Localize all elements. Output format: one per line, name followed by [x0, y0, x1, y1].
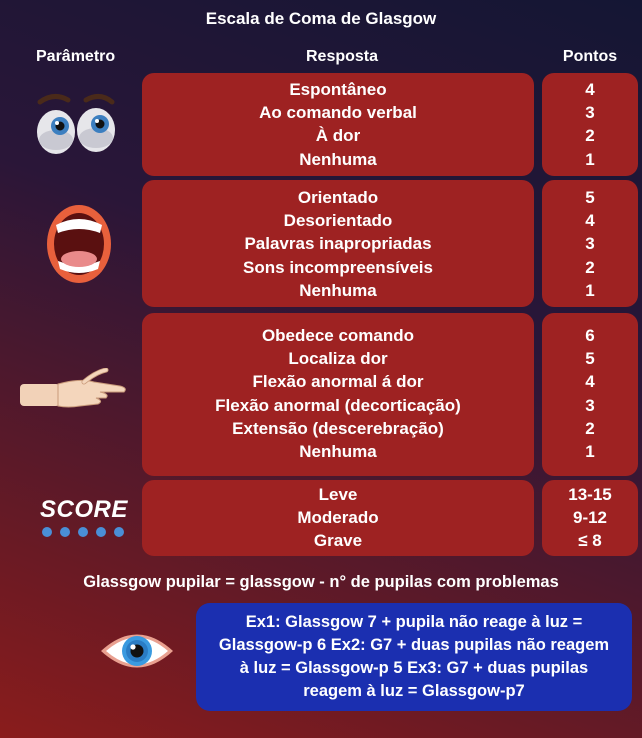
- verbal-points-box: [542, 180, 638, 307]
- points-item: 3: [585, 395, 595, 415]
- response-item: À dor: [315, 126, 361, 146]
- dot-icon: [42, 527, 52, 537]
- response-item: Flexão anormal (decorticação): [215, 395, 461, 415]
- points-item: 9-12: [572, 508, 608, 528]
- eyes-icon: [30, 92, 122, 161]
- points-item: 5: [585, 349, 595, 369]
- points-item: 3: [585, 103, 595, 123]
- points-item: 6: [585, 326, 595, 345]
- eye-icon: [98, 624, 176, 683]
- dot-icon: [114, 527, 124, 537]
- response-item: Ao comando verbal: [259, 103, 417, 123]
- response-item: Nenhuma: [299, 442, 377, 462]
- points-item: 5: [585, 188, 595, 207]
- example-line: à luz = Glassgow-p 5 Ex3: G7 + duas pupilas: [239, 659, 589, 677]
- header-parameter: Parâmetro: [36, 48, 116, 65]
- points-item: 3: [585, 234, 595, 254]
- response-item: Espontâneo: [289, 80, 387, 99]
- dot-icon: [60, 527, 70, 537]
- example-line: Glassgow-p 6 Ex2: G7 + duas pupilas não reagem: [218, 636, 610, 654]
- mouth-icon: [44, 203, 114, 290]
- response-item: Nenhuma: [299, 149, 377, 169]
- eye-response-box: [142, 73, 534, 176]
- severity-box: [142, 480, 534, 556]
- page-title: Escala de Coma de Glasgow: [205, 9, 437, 28]
- verbal-response-box: [142, 180, 534, 307]
- motor-points-box: [542, 313, 638, 476]
- points-item: 2: [585, 257, 595, 277]
- points-item: 13-15: [568, 485, 612, 504]
- severity-points-box: [542, 480, 638, 556]
- points-item: 1: [585, 280, 595, 300]
- points-item: 4: [585, 80, 595, 99]
- points-item: ≤ 8: [578, 531, 602, 551]
- severity-item: Grave: [313, 531, 363, 551]
- points-item: 4: [585, 372, 595, 392]
- response-item: Palavras inapropriadas: [244, 234, 432, 254]
- pupil-formula: Glassgow pupilar = glassgow - n° de pupilas com problemas: [83, 573, 559, 591]
- hand-icon: [20, 368, 132, 417]
- response-item: Flexão anormal á dor: [252, 372, 424, 392]
- score-label: SCORE: [40, 496, 128, 523]
- dot-icon: [96, 527, 106, 537]
- severity-item: Moderado: [297, 508, 379, 528]
- header-response: Resposta: [305, 48, 379, 65]
- points-item: 2: [585, 126, 595, 146]
- motor-response-box: [142, 313, 534, 476]
- example-line: Ex1: Glassgow 7 + pupila não reage à luz =: [245, 613, 583, 631]
- response-item: Orientado: [297, 188, 379, 207]
- example-box: [196, 603, 632, 711]
- response-item: Desorientado: [283, 211, 393, 231]
- points-item: 4: [585, 211, 595, 231]
- response-item: Obedece comando: [261, 326, 415, 345]
- response-item: Localiza dor: [288, 349, 388, 369]
- points-item: 2: [585, 418, 595, 438]
- header-points: Pontos: [562, 48, 618, 65]
- points-item: 1: [585, 149, 595, 169]
- points-item: 1: [585, 442, 595, 462]
- eye-points-box: [542, 73, 638, 176]
- score-dots: [42, 527, 124, 537]
- example-line: reagem à luz = Glassgow-p7: [303, 682, 525, 700]
- dot-icon: [78, 527, 88, 537]
- response-item: Sons incompreensíveis: [243, 257, 433, 277]
- response-item: Nenhuma: [299, 280, 377, 300]
- severity-item: Leve: [318, 485, 358, 504]
- response-item: Extensão (descerebração): [232, 418, 444, 438]
